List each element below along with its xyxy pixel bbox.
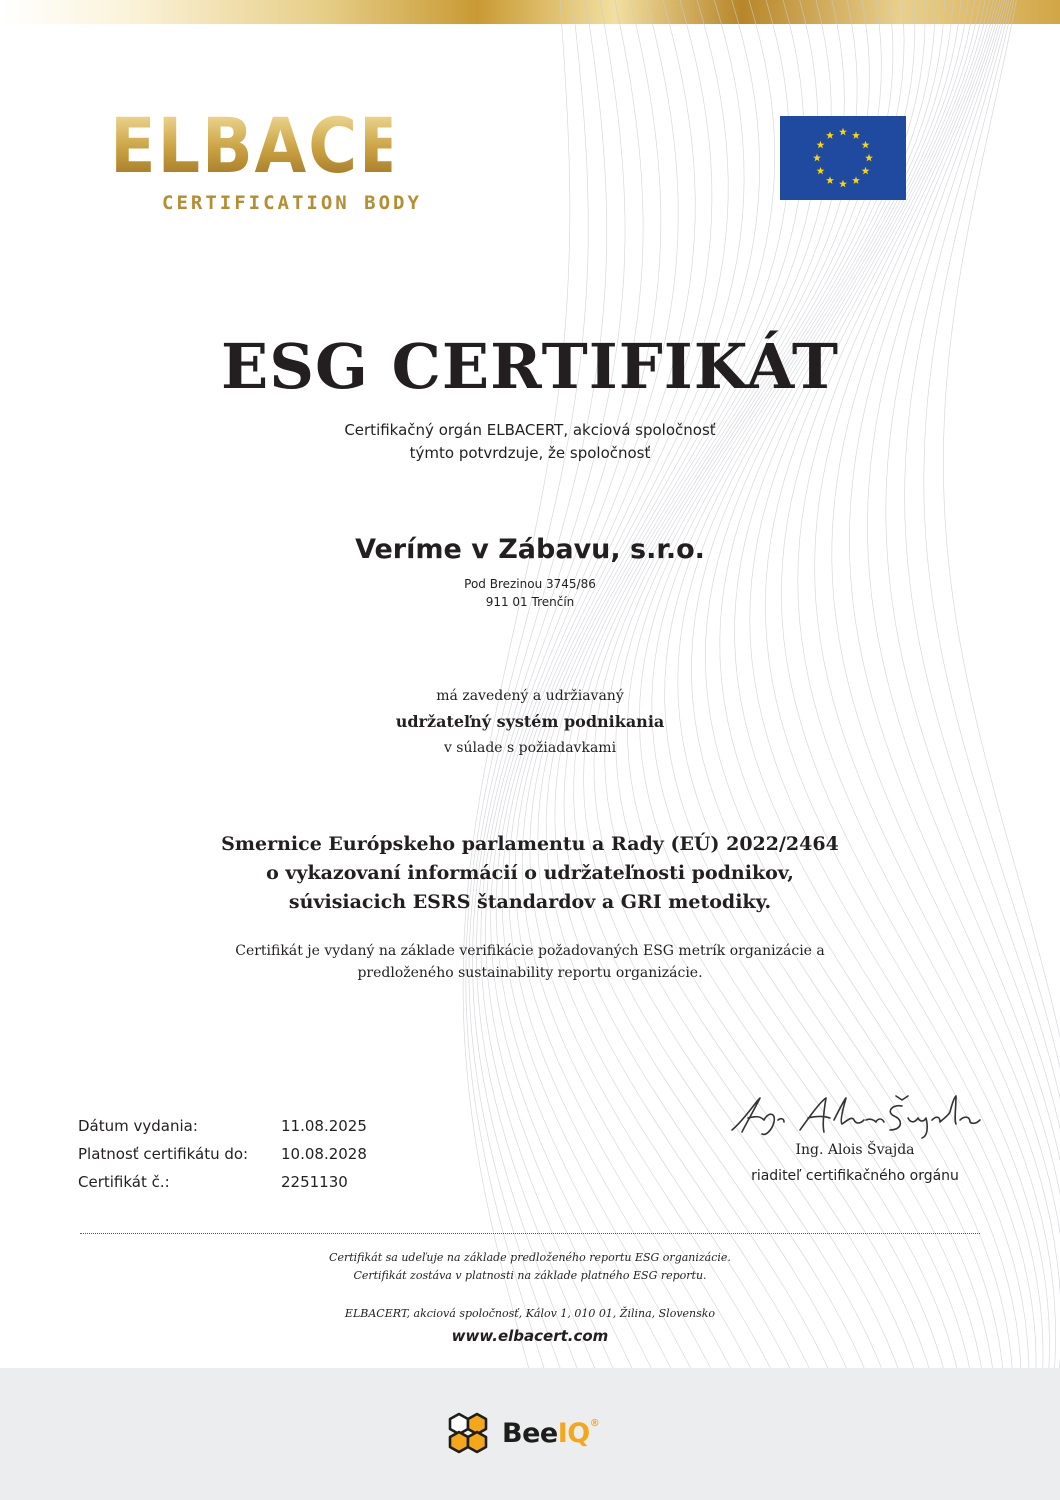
basis-line-2: predloženého sustainability reportu organizácie. — [357, 965, 703, 981]
directive-line-3: súvisiacich ESRS štandardov a GRI metodiky. — [288, 891, 772, 913]
validity-value: 10.08.2028 — [281, 1145, 367, 1163]
certificate-title: ESG CERTIFIKÁT — [221, 330, 839, 403]
statement-line-2: udržateľný systém podnikania — [395, 712, 665, 731]
footer-note-2: Certifikát zostáva v platnosti na základe platného ESG reportu. — [353, 1269, 707, 1282]
company-name: Veríme v Zábavu, s.r.o. — [355, 534, 705, 565]
certificate-number-value: 2251130 — [281, 1173, 348, 1191]
logo-subtitle: CERTIFICATION BODY — [162, 192, 422, 214]
signatory-role: riaditeľ certifikačného orgánu — [751, 1168, 959, 1184]
beeiq-wordmark — [502, 1418, 599, 1449]
validity-row — [78, 1140, 401, 1168]
intro-line-2: týmto potvrdzuje, že spoločnosť — [409, 444, 651, 462]
beeiq-logo — [446, 1412, 599, 1454]
website-link[interactable]: www.elbacert.com — [451, 1327, 609, 1345]
issue-date-row — [78, 1112, 401, 1140]
statement-line-1: má zavedený a udržiavaný — [436, 688, 624, 704]
basis-line-1: Certifikát je vydaný na základe verifikácie požadovaných ESG metrík organizácie a — [235, 943, 825, 959]
certificate-details — [78, 1112, 401, 1196]
directive-line-1: Smernice Európskeho parlamentu a Rady (EÚ) 2022/2464 — [221, 833, 839, 855]
dotted-divider — [80, 1233, 980, 1234]
issue-date-label: Dátum vydania: — [78, 1117, 198, 1135]
beeiq-wordmark-iq: IQ — [557, 1417, 590, 1449]
footer-note-1: Certifikát sa udeľuje na základe predloženého reportu ESG organizácie. — [329, 1251, 731, 1264]
signatory-name: Ing. Alois Švajda — [795, 1142, 915, 1158]
intro-line-1: Certifikačný orgán ELBACERT, akciová spoločnosť — [344, 421, 716, 439]
elbacert-logo — [110, 101, 505, 214]
validity-label: Platnosť certifikátu do: — [78, 1145, 249, 1163]
eu-flag-icon — [780, 116, 906, 200]
company-address-street: Pod Brezinou 3745/86 — [464, 577, 596, 591]
beeiq-wordmark-bee: Bee — [502, 1417, 558, 1449]
statement-line-3: v súlade s požiadavkami — [443, 740, 617, 756]
honeycomb-icon — [446, 1412, 496, 1454]
footer-address: ELBACERT, akciová spoločnosť, Kálov 1, 010 01, Žilina, Slovensko — [344, 1307, 716, 1320]
registered-mark: ® — [589, 1417, 600, 1429]
logo-wordmark: ELBACERT — [110, 101, 505, 190]
directive-line-2: o vykazovaní informácií o udržateľnosti podnikov, — [266, 862, 794, 884]
company-address-city: 911 01 Trenčín — [485, 595, 575, 609]
certificate-number-row — [78, 1168, 401, 1196]
certificate-number-label: Certifikát č.: — [78, 1173, 170, 1191]
signature-icon — [724, 1090, 986, 1140]
issue-date-value: 11.08.2025 — [281, 1117, 367, 1135]
